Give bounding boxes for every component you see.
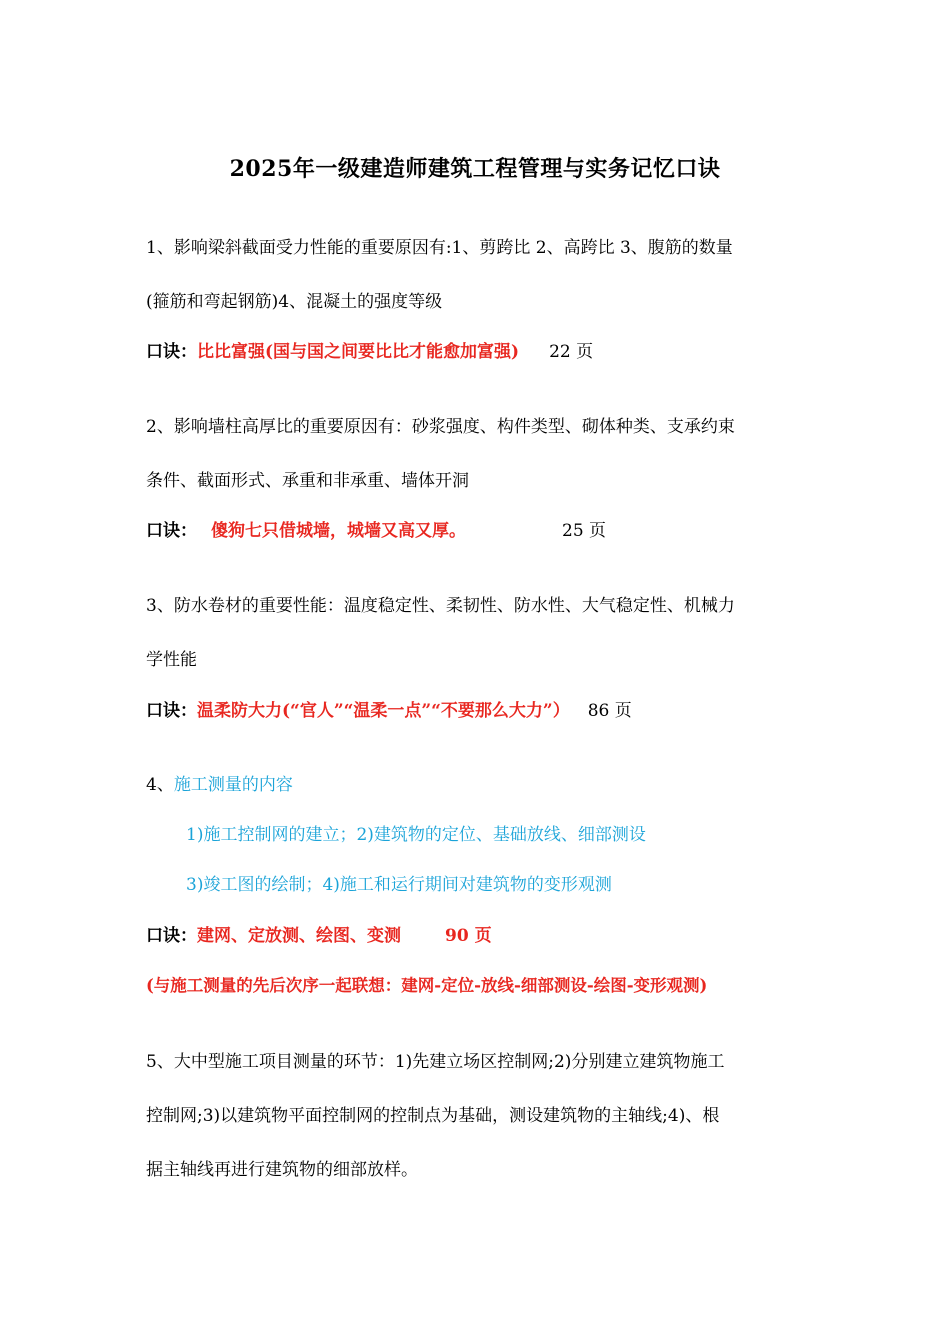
item-4-note: (与施工测量的先后次序一起联想：建网-定位-放线-细部测设-绘图-变形观测) [146, 976, 708, 995]
mnemonic-label: 口诀： [146, 342, 197, 362]
item-5-line-2: 控制网;3)以建筑物平面控制网的控制点为基础，测设建筑物的主轴线;4)、根 [146, 1106, 720, 1126]
item-2-line-2: 条件、截面形式、承重和非承重、墙体开洞 [146, 471, 469, 491]
item-5-line-1: 5、大中型施工项目测量的环节：1)先建立场区控制网;2)分别建立建筑物施工 [146, 1052, 725, 1072]
item-3-page-ref: 86 页 [587, 701, 632, 721]
item-1-page-ref: 22 页 [549, 342, 594, 362]
item-3-line-1: 3、防水卷材的重要性能：温度稳定性、柔韧性、防水性、大气稳定性、机械力 [146, 596, 735, 616]
item-2-mnemonic: 傻狗七只借城墙，城墙又高又厚。 [211, 521, 466, 541]
item-3-mnemonic-line [146, 699, 632, 723]
item-2-page-ref: 25 页 [562, 521, 607, 541]
item-1-mnemonic-line [146, 340, 593, 364]
item-4-heading-line [146, 773, 293, 797]
item-1-mnemonic: 比比富强(国与国之间要比比才能愈加富强) [197, 342, 520, 362]
item-2-mnemonic-line [146, 519, 606, 543]
item-4-sub-1: 1)施工控制网的建立；2)建筑物的定位、基础放线、细部测设 [186, 825, 646, 845]
item-3-mnemonic: 温柔防大力(“官人”“温柔一点”“不要那么大力”） [197, 701, 570, 721]
item-4-number: 4、 [146, 775, 174, 795]
mnemonic-label: 口诀： [146, 701, 197, 721]
item-1-line-1: 1、影响梁斜截面受力性能的重要原因有:1、剪跨比 2、高跨比 3、腹筋的数量 [146, 238, 733, 258]
mnemonic-label: 口诀： [146, 926, 197, 946]
item-2-line-1: 2、影响墙柱高厚比的重要原因有：砂浆强度、构件类型、砌体种类、支承约束 [146, 417, 735, 437]
item-4-sub-2: 3)竣工图的绘制；4)施工和运行期间对建筑物的变形观测 [186, 875, 612, 895]
item-3-line-2: 学性能 [146, 650, 197, 670]
item-1-line-2: (箍筋和弯起钢筋)4、混凝土的强度等级 [146, 292, 443, 312]
item-4-heading: 施工测量的内容 [173, 775, 293, 795]
item-4-mnemonic: 建网、定放测、绘图、变测 [197, 926, 401, 946]
item-4-mnemonic-line [146, 924, 492, 948]
document-title: 2025年一级建造师建筑工程管理与实务记忆口诀 [229, 156, 721, 182]
item-4-page-ref: 90 页 [445, 926, 492, 946]
mnemonic-label: 口诀： [146, 521, 197, 541]
item-5-line-3: 据主轴线再进行建筑物的细部放样。 [146, 1160, 418, 1180]
